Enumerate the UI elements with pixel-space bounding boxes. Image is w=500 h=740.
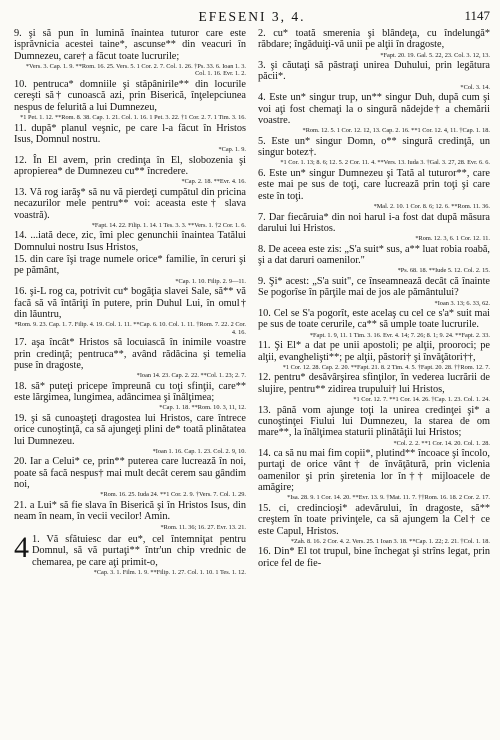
verse-text: 13. până vom ajunge toţi la unirea credinţei şi* a cunoştinţei Fiului lui Dumnezeu, la starea de om mare**, la înălţimea staturii plinătăţii lui Hristos;: [258, 404, 490, 439]
page-number: 1147: [464, 8, 490, 23]
verse-text: 21. a Lui* să fie slava în Biserică şi în Hristos Isus, din neam în neam, în vecii vecilor! Amin.: [14, 499, 246, 523]
cross-reference: *Fapt. 1. 9, 11. 1 Tim. 3. 16. Evr. 4. 14; 7. 26; 8. 1; 9. 24. **Fapt. 2. 33.: [309, 331, 490, 339]
cross-reference: *Ps. 68. 18. **Iude 5. 12. Col. 2. 15.: [397, 267, 490, 275]
right-column: [254, 28, 490, 578]
verse-text: 14. ca să nu mai fim copii*, plutind** încoace şi încolo, purtaţi de orice vânt† de învăţătură, prin viclenia oamenilor şi prin şiretenia lor în†† mijloacele de amăgire;: [258, 448, 490, 494]
cross-reference: *Rom. 16. 25. Iuda 24. **1 Cor. 2. 9. †Vers. 7. Col. 1. 29.: [100, 491, 246, 499]
verse-text: 11. Şi El* a dat pe unii apostoli; pe alţii, prooroci; pe alţii, evanghelişti**; pe alţii, păstori† şi învăţători††,: [258, 340, 490, 363]
cross-reference: *Rom. 12. 5. 1 Cor. 12. 12, 13. Cap. 2. 16. **1 Cor. 12. 4, 11. †Cap. 1. 18.: [302, 127, 490, 135]
chapter-number: 4: [14, 531, 29, 565]
cross-reference: *Cap. 1. 10. Filip. 2. 9—11.: [175, 277, 246, 285]
cross-reference: *Rom. 9. 23. Cap. 1. 7. Filip. 4. 19. Col. 1. 11. **Cap. 6. 10. Col. 1. 11. †Rom. 7. 22. 2 Cor. 4. 16.: [14, 321, 246, 336]
verse-text: 11. după* planul veşnic, pe care l-a făcut în Hristos Isus, Domnul nostru.: [14, 122, 246, 145]
cross-reference: *1 Cor. 12. 28. Cap. 2. 20. **Fapt. 21. 8. 2 Tim. 4. 5. †Fapt. 20. 28. ††Rom. 12. 7.: [282, 363, 490, 371]
verse-text: 7. Dar fiecăruia* din noi harul i-a fost dat după măsura darului lui Hristos.: [258, 211, 490, 234]
cross-reference: *Col. 2. 2. **1 Cor. 14. 20. Col. 1. 28.: [393, 439, 490, 447]
verse-text: 16. şi-L rog ca, potrivit cu* bogăţia slavei Sale, să** vă facă să vă întăriţi în putere, prin Duhul Lui, în omul† din lăuntru,: [14, 286, 246, 320]
verse-text: 9. şi să pun în lumină înaintea tuturor care este isprăvnicia acestei taine*, ascunse** din veacuri în Dumnezeu, care† a făcut toate lucrurile;: [14, 28, 246, 62]
cross-reference: *Ioan 1. 16. Cap. 1. 23. Col. 2. 9, 10.: [152, 447, 246, 455]
cross-reference: *Rom. 11. 36; 16. 27. Evr. 13. 21.: [160, 523, 246, 531]
verse-text: [14, 531, 246, 568]
cross-reference: *Ioan 14. 23. Cap. 2. 22. **Col. 1. 23; 2. 7.: [136, 372, 246, 380]
verse-text: 10. pentrucа* domniile şi stăpânirile** din locurile cereşti să† cunoască azi, prin Biserică, înţelepciunea nespus de felurită a lui Dumnezeu,: [14, 79, 246, 113]
verse-text-body: 1. Vă sfătuiesc dar eu*, cel întemniţat pentru Domnul, să vă purtaţi** într'un chip vrednic de chemarea, pe care aţi primit-o,: [32, 534, 246, 568]
cross-reference: *Col. 3. 14.: [460, 83, 490, 91]
verse-text: 9. Şi* acest: „S'a suit", ce înseamnează decât că înainte Se pogorîse în părţile mai de jos ale pământului?: [258, 275, 490, 299]
cross-reference: *Ioan 3. 13; 6. 33, 62.: [434, 299, 490, 307]
cross-reference: *Cap. 3. 1. Film. 1. 9. **Filip. 1. 27. Col. 1. 10. 1 Tes. 1. 12.: [93, 569, 246, 576]
verse-text: 4. Este un* singur trup, un** singur Duh, după cum şi voi aţi fost chemaţi la o singură nădejde† a chemării voastre.: [258, 92, 490, 126]
verse-text: 8. De aceea este zis: „S'a suit* sus, a** luat robia roabă, şi a dat daruri oamenilor.": [258, 243, 490, 267]
verse-text: 17. aşa încât* Hristos să locuiască în inimile voastre prin credinţă; pentruca**, având rădăcina şi temelia puse în dragoste,: [14, 337, 246, 371]
cross-reference: *Fapt. 20. 19. Gal. 5. 22, 23. Col. 3. 12, 13.: [380, 51, 490, 59]
cross-reference: *Isa. 28. 9. 1 Cor. 14. 20. **Evr. 13. 9. †Mat. 11. 7. ††Rom. 16. 18. 2 Cor. 2. 17.: [287, 494, 490, 502]
verse-text: 15. din care îşi trage numele orice* familie, în ceruri şi pe pământ,: [14, 254, 246, 277]
verse-text: 16. Din* El tot trupul, bine închegat şi strîns legat, prin orice fel de fie-: [258, 546, 490, 569]
cross-reference: *Mal. 2. 10. 1 Cor. 8. 6; 12. 6. **Rom. 11. 36.: [373, 202, 490, 210]
cross-reference: *Cap. 2. 18. **Evr. 4. 16.: [181, 178, 246, 186]
page-header: [14, 8, 490, 28]
cross-reference: *1 Cor. 1. 13; 8. 6; 12. 5. 2 Cor. 11. 4. **Vers. 13. Iuda 3. †Gal. 3. 27, 28. Evr. 6. 6.: [280, 159, 490, 167]
verse-text: 19. şi să cunoaşteţi dragostea lui Hristos, care întrece orice cunoştinţă, ca să ajungeţi plini de* toată plinătatea lui Dumnezeu.: [14, 412, 246, 447]
chapter-start: [14, 531, 246, 576]
cross-reference: *Vers. 3. Cap. 1. 9. **Rom. 16. 25. Vers. 5. 1 Cor. 2. 7. Col. 1. 26. †Ps. 33. 6. Ioan 1. 3. Col. 1. 16. Evr. 1. 2.: [25, 62, 246, 78]
text-columns: [14, 28, 490, 578]
verse-text: 18. să* puteţi pricepe împreună cu toţi sfinţii, care** este lărgimea, lungimea, adâncimea şi înălţimea;: [14, 380, 246, 404]
verse-text: 15. ci, credincioşi* adevărului, în dragoste, să** creştem în toate privinţele, ca să ajungem la Cel† ce este Capul, Hristos.: [258, 502, 490, 537]
verse-text: 6. Este un* singur Dumnezeu şi Tată al tuturor**, care este mai pe sus de toţi, care lucrează prin toţi şi care este în toţi.: [258, 168, 490, 202]
verse-text: 3. şi căutaţi să păstraţi unirea Duhului, prin legătura păcii*.: [258, 60, 490, 83]
verse-text: 13. Vă rog iarăş* să nu vă pierdeţi cumpătul din pricina necazurilor mele pentru** voi: aceasta este† slava voastră).: [14, 186, 246, 221]
left-column: [14, 28, 246, 578]
running-title: EFESENI 3, 4.: [198, 9, 306, 24]
verse-text: 2. cu* toată smerenia şi blândeţa, cu îndelungă* răbdare; îngăduiţi-vă unii pe alţii în dragoste,: [258, 28, 490, 51]
cross-reference: *Cap. 1. 18. **Rom. 10. 3, 11, 12.: [159, 404, 246, 412]
verse-text: 12. În El avem, prin credinţa în El, slobozenia şi apropierea* de Dumnezeu cu** încredere.: [14, 154, 246, 178]
cross-reference: *Rom. 12. 3, 6. 1 Cor. 12. 11.: [415, 235, 490, 243]
cross-reference: *Cap. 1. 9.: [218, 146, 246, 154]
verse-text: 20. Iar a Celui* ce, prin** puterea care lucrează în noi, poate să facă nespus† mai mult decât cerem sau gândim noi,: [14, 456, 246, 491]
cross-reference: *Zah. 8. 16. 2 Cor. 4. 2. Vers. 25. 1 Ioan 3. 18. **Cap. 1. 22; 2. 21. †Col. 1. 18.: [290, 537, 490, 545]
verse-text: 5. Este un* singur Domn, o** singură credinţă, un singur botez†.: [258, 135, 490, 159]
verse-text: 14. ...iată dece, zic, îmi plec genunchii înaintea Tatălui Domnului nostru Isus Hristos,: [14, 230, 246, 253]
cross-reference: *Fapt. 14. 22. Filip. 1. 14. 1 Tes. 3. 3. **Vers. 1. †2 Cor. 1. 6.: [91, 221, 246, 229]
cross-reference: *1 Cor. 12. 7. **1 Cor. 14. 26. †Cap. 1. 23. Col. 1. 24.: [353, 396, 490, 404]
verse-text: 10. Cel se S'a pogorît, este acelaş cu cel ce s'a* suit mai pe sus de toate cerurile, ca** să umple toate lucrurile.: [258, 308, 490, 331]
verse-text: 12. pentru* desăvârşirea sfinţilor, în vederea lucrării de slujire, pentru** zidirea trupului† lui Hristos,: [258, 372, 490, 395]
cross-reference: *1 Pet. 1. 12. **Rom. 8. 38. Cap. 1. 21. Col. 1. 16. 1 Pet. 3. 22. †1 Cor. 2. 7. 1 Tim. 3. 16.: [20, 113, 246, 121]
